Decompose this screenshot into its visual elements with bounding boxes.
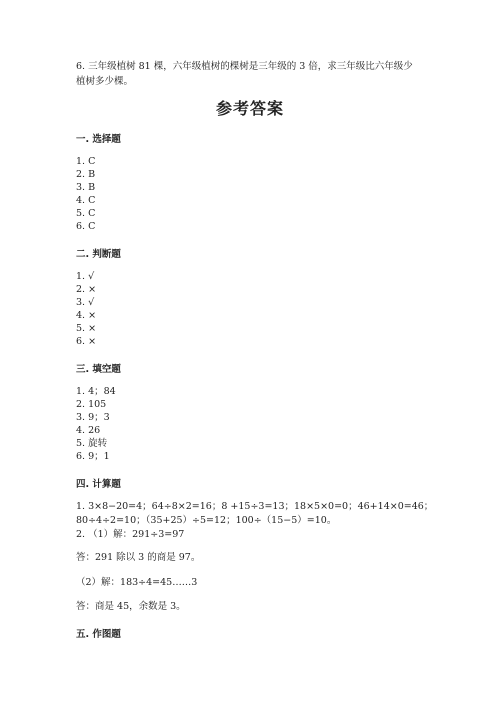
judge-answer-1: 1. √ bbox=[76, 271, 95, 282]
choice-answer-4: 4. C bbox=[76, 195, 96, 206]
judge-answer-4: 4. × bbox=[76, 310, 97, 321]
section-heading-choice: 一. 选择题 bbox=[76, 134, 121, 145]
choice-answer-1: 1. C bbox=[76, 156, 96, 167]
question-6-line-2: 植树多少棵。 bbox=[76, 76, 134, 87]
section-heading-fill: 三. 填空题 bbox=[76, 364, 121, 375]
choice-answer-5: 5. C bbox=[76, 208, 96, 219]
fill-answer-5: 5. 旋转 bbox=[76, 438, 108, 449]
calc-line-4: 答：291 除以 3 的商是 97。 bbox=[76, 552, 201, 563]
judge-answer-6: 6. × bbox=[76, 336, 97, 347]
calc-line-1: 1. 3×8−20=4；64÷8×2=16；8 +15÷3=13；18×5×0=0；46+14×0=46； bbox=[76, 501, 434, 512]
fill-answer-3: 3. 9；3 bbox=[76, 412, 110, 423]
fill-answer-1: 1. 4；84 bbox=[76, 386, 116, 397]
section-heading-draw: 五. 作图题 bbox=[76, 629, 121, 640]
fill-answer-2: 2. 105 bbox=[76, 399, 107, 410]
choice-answer-2: 2. B bbox=[76, 169, 96, 180]
judge-answer-3: 3. √ bbox=[76, 297, 95, 308]
calc-line-3: 2. （1）解：291÷3=97 bbox=[76, 529, 185, 540]
choice-answer-6: 6. C bbox=[76, 221, 96, 232]
fill-answer-6: 6. 9；1 bbox=[76, 451, 110, 462]
calc-line-5: （2）解：183÷4=45……3 bbox=[76, 577, 198, 588]
fill-answer-4: 4. 26 bbox=[76, 425, 101, 436]
judge-answer-5: 5. × bbox=[76, 323, 97, 334]
calc-line-2: 80÷4÷2=10；（35+25）÷5=12；100÷（15−5）=10。 bbox=[76, 515, 337, 526]
section-heading-judge: 二. 判断题 bbox=[76, 249, 121, 260]
answer-title: 参考答案 bbox=[215, 99, 284, 118]
choice-answer-3: 3. B bbox=[76, 182, 96, 193]
question-6-line-1: 6. 三年级植树 81 棵，六年级植树的棵树是三年级的 3 倍，求三年级比六年级少 bbox=[76, 61, 413, 72]
judge-answer-2: 2. × bbox=[76, 284, 97, 295]
section-heading-calc: 四. 计算题 bbox=[76, 479, 121, 490]
calc-line-6: 答：商是 45，余数是 3。 bbox=[76, 601, 186, 612]
